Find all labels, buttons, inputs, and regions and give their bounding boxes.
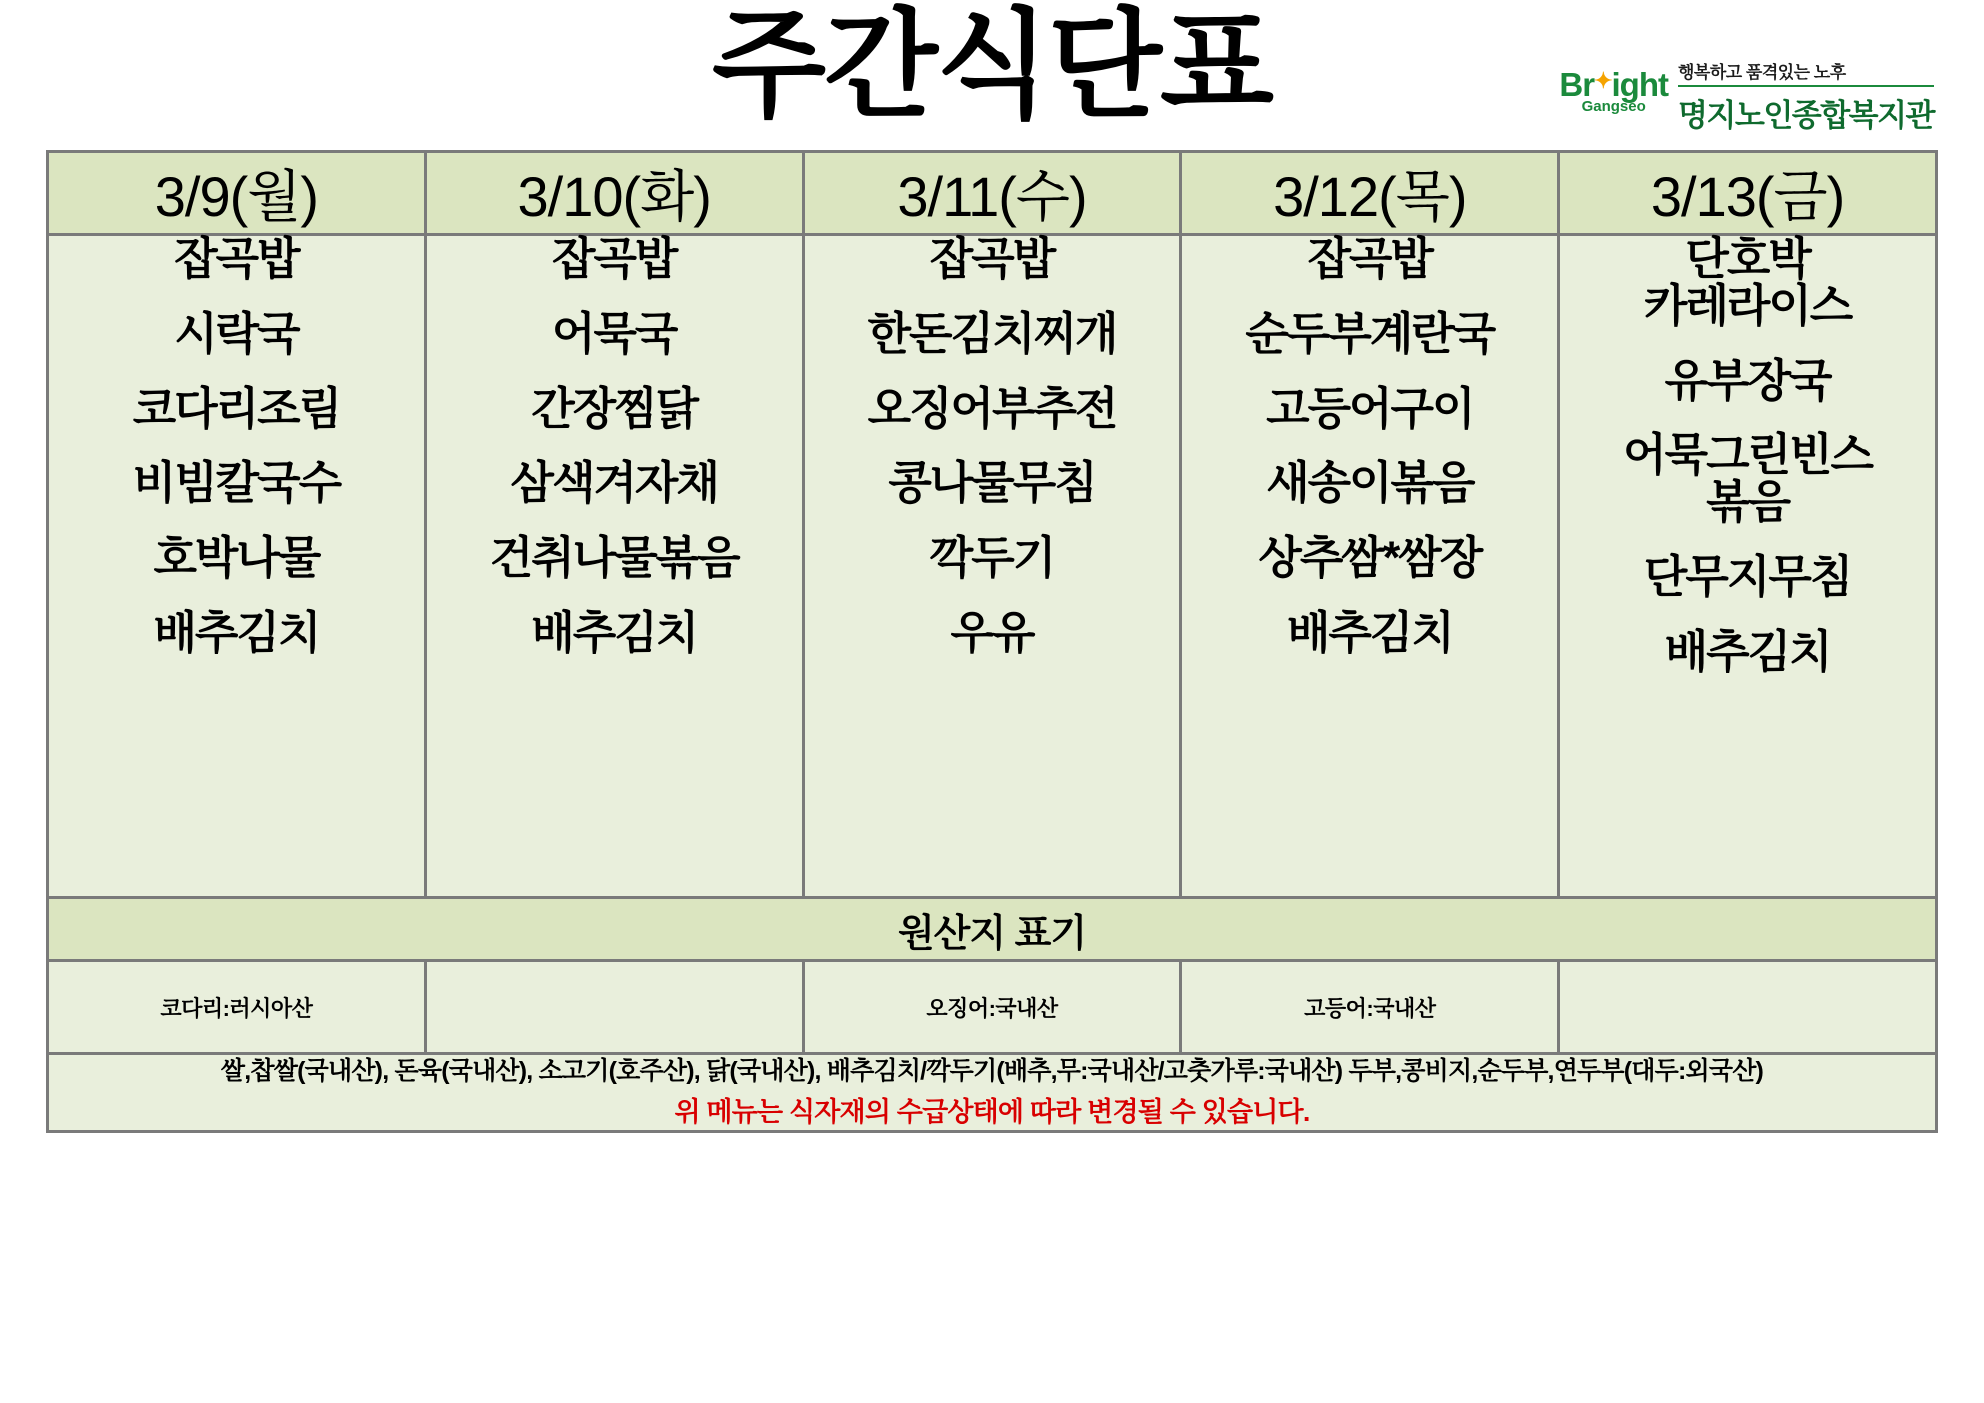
menu-item: 어묵그린빈스 볶음	[1623, 429, 1872, 528]
menu-item: 배추김치	[153, 606, 320, 658]
menu-change-warning: 위 메뉴는 식자재의 수급상태에 따라 변경될 수 있습니다.	[674, 1096, 1310, 1127]
menu-item: 어묵국	[551, 307, 677, 359]
weekly-menu-table	[46, 150, 1938, 1133]
origin-cell-thursday: 고등어:국내산	[1181, 961, 1559, 1054]
origin-cell-friday	[1559, 961, 1937, 1054]
menu-cell-thursday	[1181, 235, 1559, 898]
page-title: 주간식단표	[712, 0, 1272, 132]
origin-row	[48, 961, 1937, 1054]
logo-bright-text: Br✦ight	[1559, 66, 1668, 103]
menu-item: 상추쌈*쌈장	[1258, 532, 1482, 584]
footer-row	[48, 1054, 1937, 1132]
table-body	[48, 235, 1937, 1132]
origin-cell-tuesday	[425, 961, 803, 1054]
day-header-wednesday: 3/11(수)	[803, 152, 1181, 235]
menu-item: 잡곡밥	[929, 233, 1055, 284]
menu-row	[48, 235, 1937, 898]
brand-text-block	[1678, 58, 1934, 135]
menu-item: 잡곡밥	[551, 233, 677, 284]
table-header	[48, 152, 1937, 235]
menu-item: 순두부계란국	[1245, 307, 1495, 359]
menu-item: 단호박 카레라이스	[1643, 233, 1852, 331]
menu-item: 단무지무침	[1643, 550, 1852, 602]
menu-item: 호박나물	[153, 532, 320, 584]
origin-section-title: 원산지 표기	[48, 898, 1937, 961]
origin-title-row	[48, 898, 1937, 961]
origin-cell-wednesday: 오징어:국내산	[803, 961, 1181, 1054]
page-header	[46, 0, 1938, 150]
footer-notes	[48, 1054, 1937, 1132]
origin-cell-monday: 코다리:러시아산	[48, 961, 426, 1054]
menu-item: 삼색겨자채	[510, 457, 718, 509]
menu-item: 비빔칼국수	[132, 457, 341, 509]
day-header-thursday: 3/12(목)	[1181, 152, 1559, 235]
menu-item: 배추김치	[1664, 625, 1831, 677]
menu-item: 간장찜닭	[531, 382, 698, 434]
logo-gangseo-text: Gangseo	[1581, 98, 1646, 115]
menu-item: 배추김치	[531, 606, 698, 658]
menu-item: 건취나물볶음	[489, 532, 739, 584]
organization-branding	[1559, 58, 1934, 135]
menu-cell-monday	[48, 235, 426, 898]
menu-item: 깍두기	[929, 532, 1055, 584]
menu-item: 고등어구이	[1266, 382, 1474, 434]
menu-item: 콩나물무침	[888, 457, 1096, 509]
menu-item: 잡곡밥	[174, 233, 299, 284]
brand-slogan: 행복하고 품격있는 노후	[1678, 58, 1934, 87]
menu-item: 한돈김치찌개	[867, 307, 1117, 359]
day-header-friday: 3/13(금)	[1559, 152, 1937, 235]
menu-item: 시락국	[174, 307, 299, 359]
bright-gangseo-logo	[1559, 58, 1668, 114]
menu-cell-tuesday	[425, 235, 803, 898]
day-header-row	[48, 152, 1937, 235]
menu-cell-friday	[1559, 235, 1937, 898]
organization-name: 명지노인종합복지관	[1677, 98, 1934, 133]
ingredient-origin-note: 쌀,찹쌀(국내산), 돈육(국내산), 소고기(호주산), 닭(국내산), 배추김치/깍두기(배추,무:국내산/고춧가루:국내산) 두부,콩비지,순두부,연두부(대두:외국산)	[220, 1057, 1764, 1085]
day-header-monday: 3/9(월)	[48, 152, 426, 235]
menu-item: 새송이볶음	[1266, 457, 1474, 509]
menu-item: 코다리조림	[132, 382, 341, 434]
star-icon: ✦	[1594, 68, 1612, 93]
menu-item: 우유	[950, 606, 1034, 658]
menu-item: 배추김치	[1286, 606, 1453, 658]
menu-cell-wednesday	[803, 235, 1181, 898]
menu-item: 오징어부추전	[867, 382, 1117, 434]
menu-item: 잡곡밥	[1307, 233, 1432, 284]
day-header-tuesday: 3/10(화)	[425, 152, 803, 235]
menu-item: 유부장국	[1664, 354, 1831, 406]
